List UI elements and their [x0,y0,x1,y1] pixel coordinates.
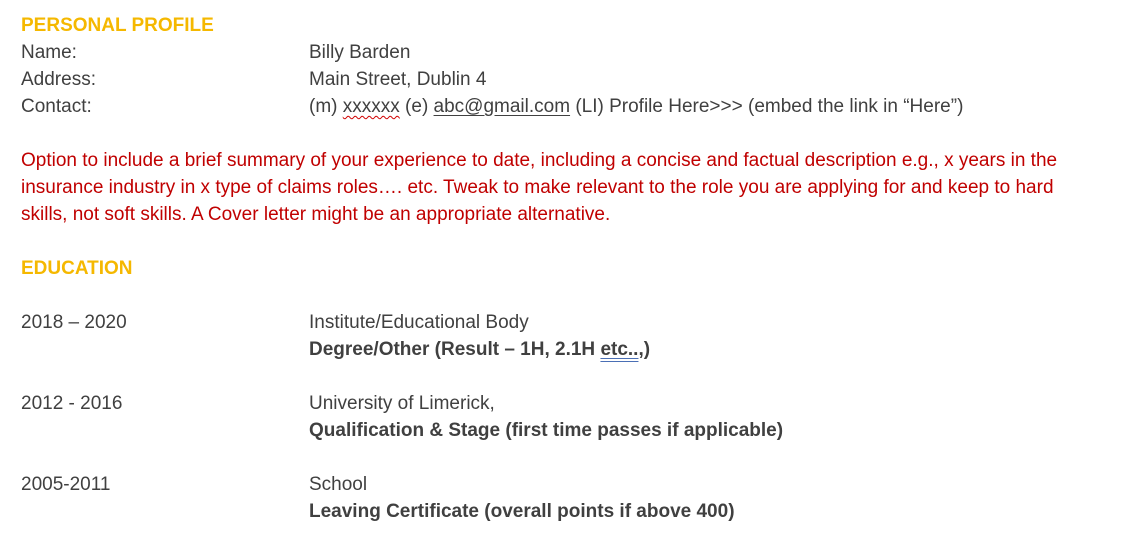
spacer [21,282,1136,309]
cv-document [21,12,1136,525]
education-institution: Institute/Educational Body [309,312,529,333]
name-label: Name: [21,42,77,63]
education-institution: University of Limerick, [309,393,495,414]
education-heading: EDUCATION [21,258,133,279]
spacer [21,363,1136,390]
personal-profile-heading: PERSONAL PROFILE [21,15,214,36]
contact-email-prefix: (e) [399,96,434,117]
education-entry-row [21,309,1136,336]
contact-row [21,93,1136,120]
contact-mobile-prefix: (m) [309,96,343,117]
address-row [21,66,1136,93]
education-years: 2012 - 2016 [21,393,123,414]
spacer [21,120,1136,147]
summary-line-1: Option to include a brief summary of your experience to date, including a concise and factual description e.g., x years in the [21,150,1058,171]
summary-line-3: skills, not soft skills. A Cover letter might be an appropriate alternative. [21,204,611,225]
spacer [21,228,1136,255]
education-years: 2018 – 2020 [21,312,127,333]
education-detail-etc: etc.. [600,339,639,360]
contact-rest: (LI) Profile Here>>> (embed the link in “Here”) [570,96,964,117]
name-row [21,39,1136,66]
contact-label: Contact: [21,96,92,117]
contact-value [309,93,963,120]
education-detail-row [21,498,1136,525]
education-detail-row [21,336,1136,363]
education-detail: Qualification & Stage (first time passes if applicable) [309,420,784,441]
education-entry-row [21,471,1136,498]
education-entry-row [21,390,1136,417]
name-value: Billy Barden [309,42,411,63]
address-value: Main Street, Dublin 4 [309,69,487,90]
education-detail-row [21,417,1136,444]
address-label: Address: [21,69,96,90]
spacer [21,444,1136,471]
contact-email-link[interactable]: abc@gmail.com [433,96,571,117]
education-years: 2005-2011 [21,474,111,495]
education-institution: School [309,474,368,495]
education-detail: Leaving Certificate (overall points if above 400) [309,501,735,522]
education-detail [309,336,650,363]
summary-line-2: insurance industry in x type of claims roles…. etc. Tweak to make relevant to the role you are applying for and keep to hard [21,177,1054,198]
contact-phone[interactable]: xxxxxx [342,96,400,117]
education-detail-close: ,) [638,339,651,360]
education-detail-text: Degree/Other (Result – 1H, 2.1H [309,339,601,360]
